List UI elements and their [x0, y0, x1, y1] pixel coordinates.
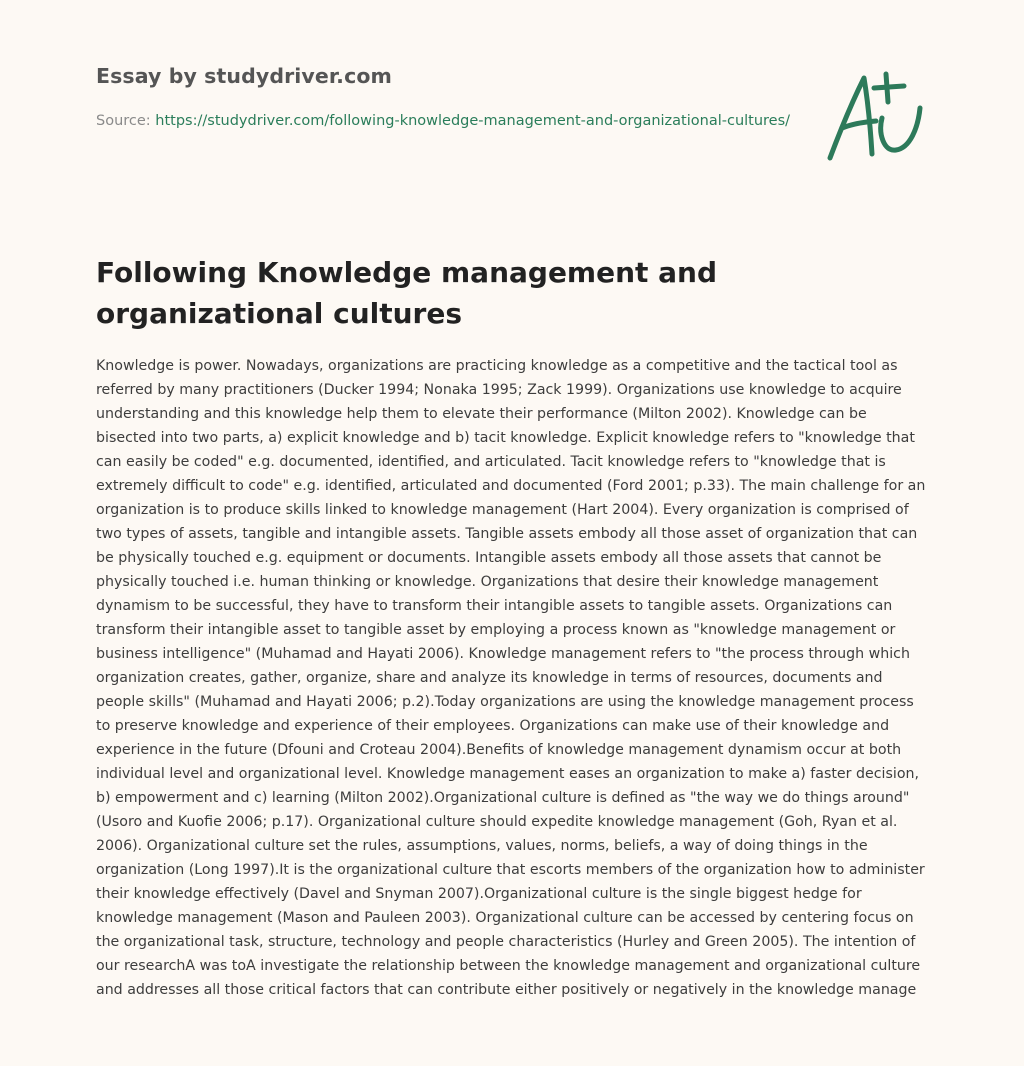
source-link[interactable]: https://studydriver.com/following-knowledge-management-and-organizational-cultures/ — [155, 113, 791, 129]
essay-title: Following Knowledge management and organizational cultures — [96, 256, 718, 330]
essay-body: Knowledge is power. Nowadays, organizations are practicing knowledge as a competitive and the tactical tool as referred by many practitioners (Ducker 1994; Nonaka 1995; Zack 1999). Organizations use knowledge to acquire understanding and this knowledge help them to elevate their performance (Milton 2002). Knowledge can be bisected into two parts, a) explicit knowledge and b) tacit knowledge. Explicit knowledge refers to "knowledge that can easily be coded" e.g. documented, identified, and articulated. Tacit knowledge refers to "knowledge that is extremely difficult to code" e.g. identified, articulated and documented (Ford 2001; p.33). The main challenge for an organization is to produce skills linked to knowledge management (Hart 2004). Every organization is comprised of two types of assets, tangible and intangible assets. Tangible assets embody all those asset of organization that can be physically touched e.g. equipment or documents. Intangible assets embody all those assets that cannot be physically touched i.e. human thinking or knowledge. Organizations that desire their knowledge management dynamism to be successful, they have to transform their intangible assets to tangible assets. Organizations can transform their intangible asset to tangible asset by employing a process known as "knowledge management or business intelligence" (Muhamad and Hayati 2006). Knowledge management refers to "the process through which organization creates, gather, organize, share and analyze its knowledge in terms of resources, documents and people skills" (Muhamad and Hayati 2006; p.2).Today organizations are using the knowledge management process to preserve knowledge and experience of their employees. Organizations can make use of their knowledge and experience in the future (Dfouni and Croteau 2004).Benefits of knowledge management dynamism occur at both individual level and organizational level. Knowledge management eases an organization to make a) faster decision, b) empowerment and c) learning (Milton 2002).Organizational culture is defined as "the way we do things around" (Usoro and Kuofie 2006; p.17). Organizational culture should expedite knowledge management (Goh, Ryan et al. 2006). Organizational culture set the rules, assumptions, values, norms, beliefs, a way of doing things in the organization (Long 1997).It is the organizational culture that escorts members of the organization how to administer their knowledge effectively (Davel and Snyman 2007).Organizational culture is the single biggest hedge for knowledge management (Mason and Pauleen 2003). Organizational culture can be accessed by centering focus on the organizational task, structure, technology and people characteristics (Hurley and Green 2005). The intention of our researchA was toA investigate the relationship between the knowledge management and organizational culture and addresses all those critical factors that can contribute either positively or negatively in the knowledge manage — [96, 358, 926, 998]
a-plus-logo-icon — [820, 66, 930, 166]
source-label: Source: — [96, 113, 156, 129]
source-line — [96, 110, 796, 132]
site-brand: Essay by studydriver.com — [96, 64, 392, 88]
page-header — [96, 64, 796, 132]
